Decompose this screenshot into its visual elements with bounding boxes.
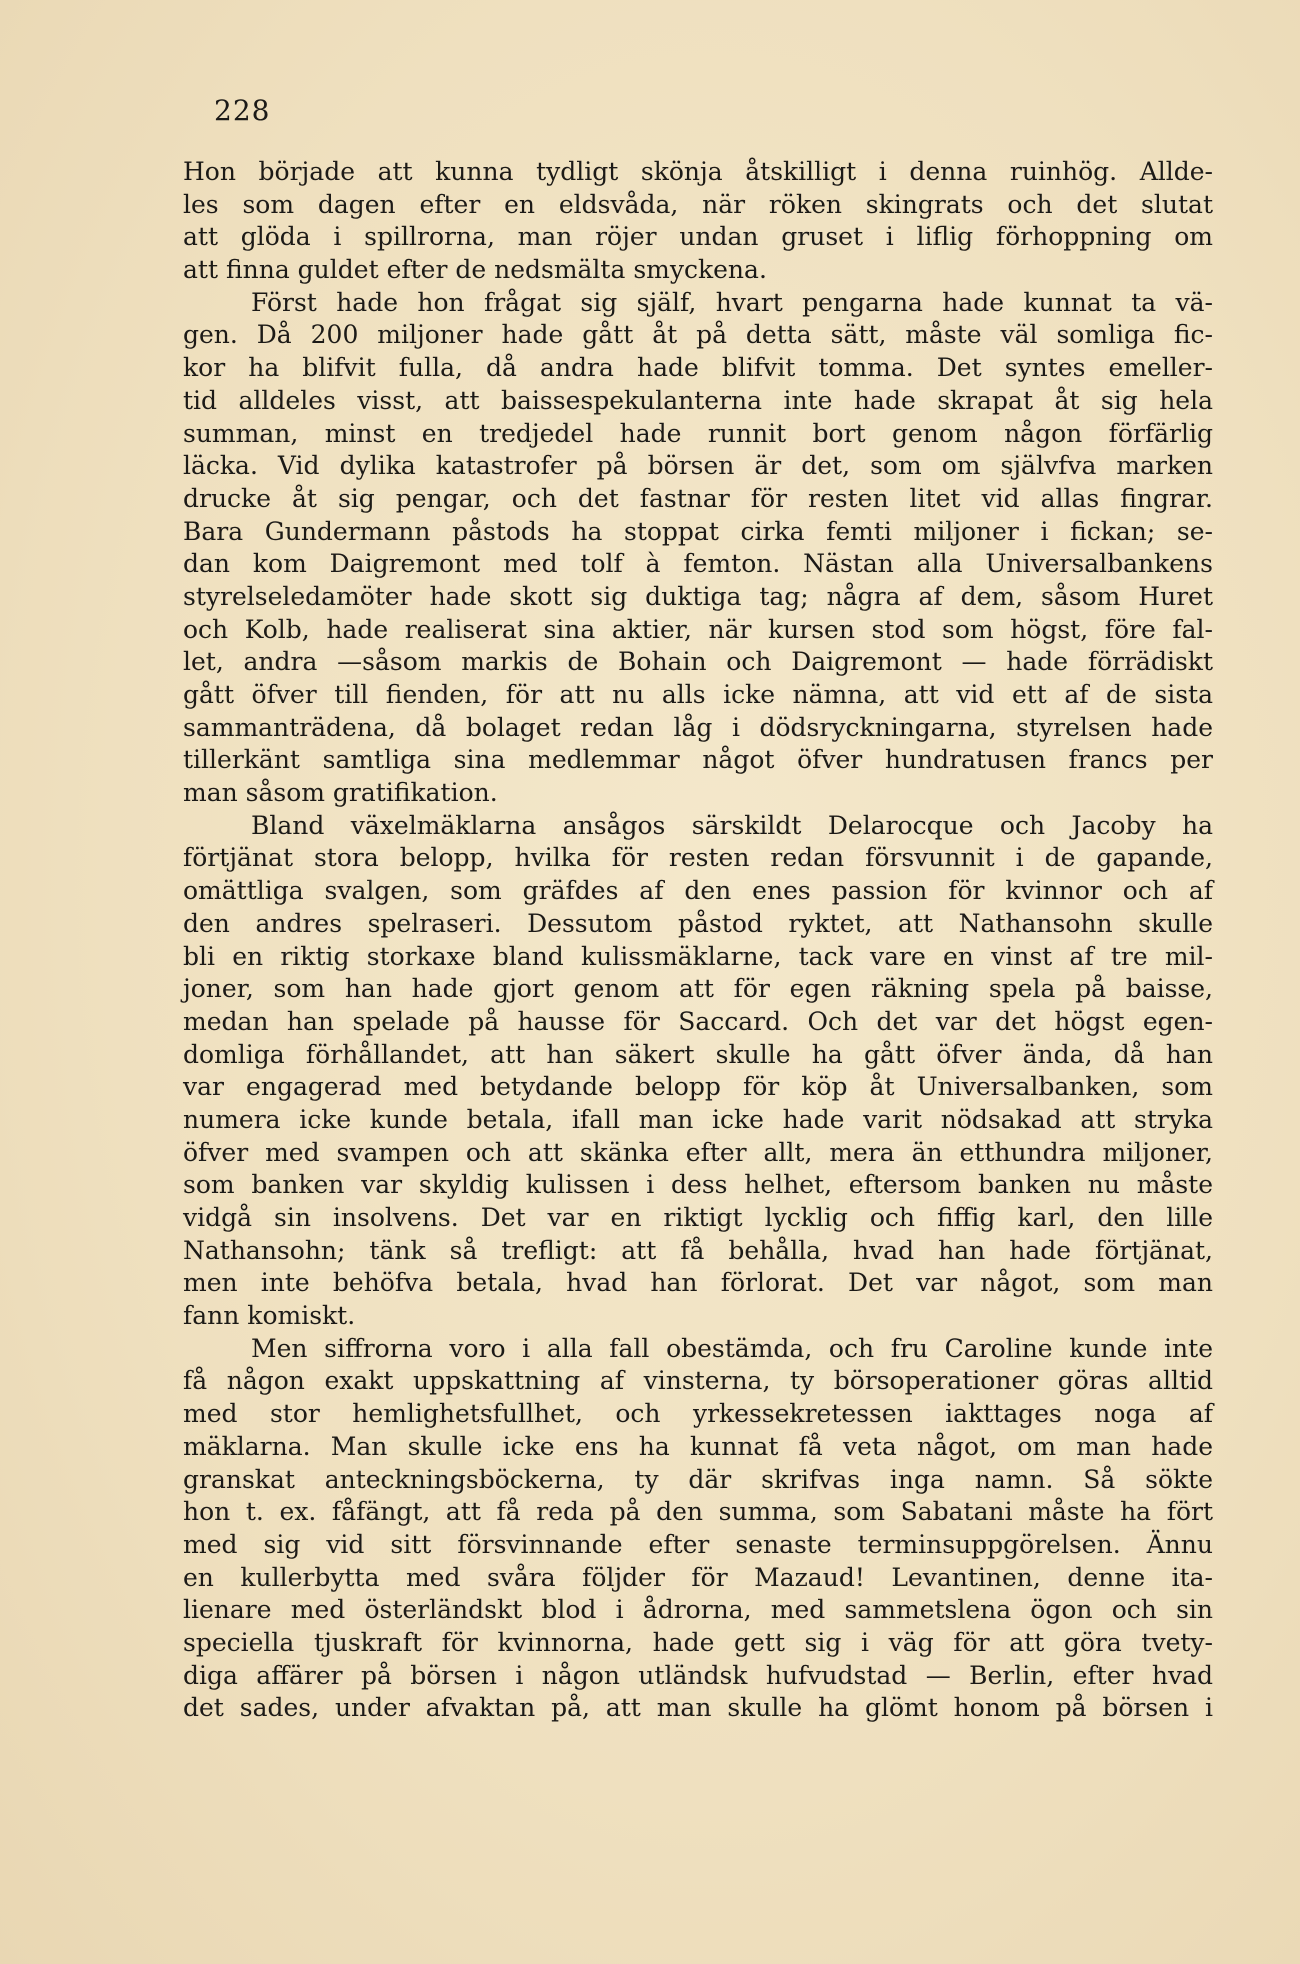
text-line: öfver med svampen och att skänka efter allt, mera än etthundra miljoner, xyxy=(183,1137,1213,1167)
text-line: och Kolb, hade realiserat sina aktier, när kursen stod som högst, före fal- xyxy=(183,614,1213,644)
text-line: domliga förhållandet, att han säkert skulle ha gått öfver ända, då han xyxy=(183,1039,1213,1069)
text-line: omättliga svalgen, som gräfdes af den enes passion för kvinnor och af xyxy=(183,876,1213,906)
text-line: drucke åt sig pengar, och det fastnar för resten litet vid allas fingrar. xyxy=(183,483,1213,513)
text-line: med stor hemlighetsfullhet, och yrkessekretessen iakttages noga af xyxy=(183,1399,1213,1429)
text-line: Men siffrorna voro i alla fall obestämda, och fru Caroline kunde inte xyxy=(251,1333,1213,1363)
text-line: Bland växelmäklarna ansågos särskildt Delarocque och Jacoby ha xyxy=(251,810,1213,840)
text-line: Hon började att kunna tydligt skönja åtskilligt i denna ruinhög. Allde- xyxy=(183,157,1213,186)
text-line: Först hade hon frågat sig själf, hvart pengarna hade kunnat ta vä- xyxy=(251,287,1213,317)
text-line: läcka. Vid dylika katastrofer på börsen är det, som om självfva marken xyxy=(183,451,1213,481)
text-line: som banken var skyldig kulissen i dess helhet, eftersom banken nu måste xyxy=(183,1170,1213,1200)
text-line: medan han spelade på hausse för Saccard. Och det var det högst egen- xyxy=(183,1006,1213,1036)
text-line: vidgå sin insolvens. Det var en riktigt lycklig och fiffig karl, den lille xyxy=(183,1203,1213,1232)
text-line: let, andra —såsom markis de Bohain och Daigremont — hade förrädiskt xyxy=(183,647,1213,677)
page-number: 228 xyxy=(214,94,271,127)
text-line: dan kom Daigremont med tolf à femton. Nästan alla Universalbankens xyxy=(183,549,1213,579)
text-line: granskat anteckningsböckerna, ty där skrifvas inga namn. Så sökte xyxy=(183,1464,1213,1494)
text-line: Nathansohn; tänk så trefligt: att få behålla, hvad han hade förtjänat, xyxy=(183,1235,1213,1265)
text-line: det sades, under afvaktan på, att man skulle ha glömt honom på börsen i xyxy=(183,1693,1213,1723)
text-line: diga affärer på börsen i någon utländsk hufvudstad — Berlin, efter hvad xyxy=(183,1660,1213,1690)
text-line: les som dagen efter en eldsvåda, när röken skingrats och det slutat xyxy=(183,189,1213,219)
text-line: sammanträdena, då bolaget redan låg i dödsryckningarna, styrelsen hade xyxy=(183,712,1213,742)
text-line: lienare med österländskt blod i ådrorna, med sammetslena ögon och sin xyxy=(183,1595,1213,1625)
text-line: förtjänat stora belopp, hvilka för resten redan försvunnit i de gapande, xyxy=(183,843,1213,873)
text-line: tid alldeles visst, att baissespekulanterna inte hade skrapat åt sig hela xyxy=(183,385,1213,415)
text-line: kor ha blifvit fulla, då andra hade blifvit tomma. Det syntes emeller- xyxy=(183,353,1213,383)
text-line: Bara Gundermann påstods ha stoppat cirka femti miljoner i fickan; se- xyxy=(183,516,1213,546)
text-line: var engagerad med betydande belopp för köp åt Universalbanken, som xyxy=(183,1072,1213,1102)
text-line: bli en riktig storkaxe bland kulissmäklarne, tack vare en vinst af tre mil- xyxy=(183,941,1213,971)
text-line: joner, som han hade gjort genom att för egen räkning spela på baisse, xyxy=(183,974,1213,1004)
text-line: hon t. ex. fåfängt, att få reda på den summa, som Sabatani måste ha fört xyxy=(183,1497,1213,1527)
text-line: med sig vid sitt försvinnande efter senaste terminsuppgörelsen. Ännu xyxy=(183,1529,1213,1559)
text-line: man såsom gratifikation. xyxy=(183,778,498,808)
text-line: den andres spelraseri. Dessutom påstod ryktet, att Nathansohn skulle xyxy=(183,908,1213,938)
text-line: gen. Då 200 miljoner hade gått åt på detta sätt, måste väl somliga fic- xyxy=(183,320,1213,350)
text-line: fann komiskt. xyxy=(183,1301,356,1331)
text-line: att glöda i spillrorna, man röjer undan gruset i liflig förhoppning om xyxy=(183,222,1213,252)
text-line: styrelseledamöter hade skott sig duktiga tag; några af dem, såsom Huret xyxy=(183,581,1213,611)
text-line: speciella tjuskraft för kvinnorna, hade gett sig i väg för att göra tvety- xyxy=(183,1627,1213,1657)
text-line: få någon exakt uppskattning af vinsterna, ty börsoperationer göras alltid xyxy=(183,1366,1213,1396)
text-line: tillerkänt samtliga sina medlemmar något öfver hundratusen francs per xyxy=(183,745,1213,775)
body-text xyxy=(183,156,1213,1725)
text-line: mäklarna. Man skulle icke ens ha kunnat få veta något, om man hade xyxy=(183,1431,1213,1461)
text-line: gått öfver till fienden, för att nu alls icke nämna, att vid ett af de sista xyxy=(183,680,1213,709)
text-line: men inte behöfva betala, hvad han förlorat. Det var något, som man xyxy=(183,1268,1213,1298)
text-line: att finna guldet efter de nedsmälta smyckena. xyxy=(183,255,767,285)
text-line: en kullerbytta med svåra följder för Mazaud! Levantinen, denne ita- xyxy=(183,1562,1213,1592)
text-line: numera icke kunde betala, ifall man icke hade varit nödsakad att stryka xyxy=(183,1104,1213,1134)
text-line: summan, minst en tredjedel hade runnit bort genom någon förfärlig xyxy=(183,418,1213,448)
